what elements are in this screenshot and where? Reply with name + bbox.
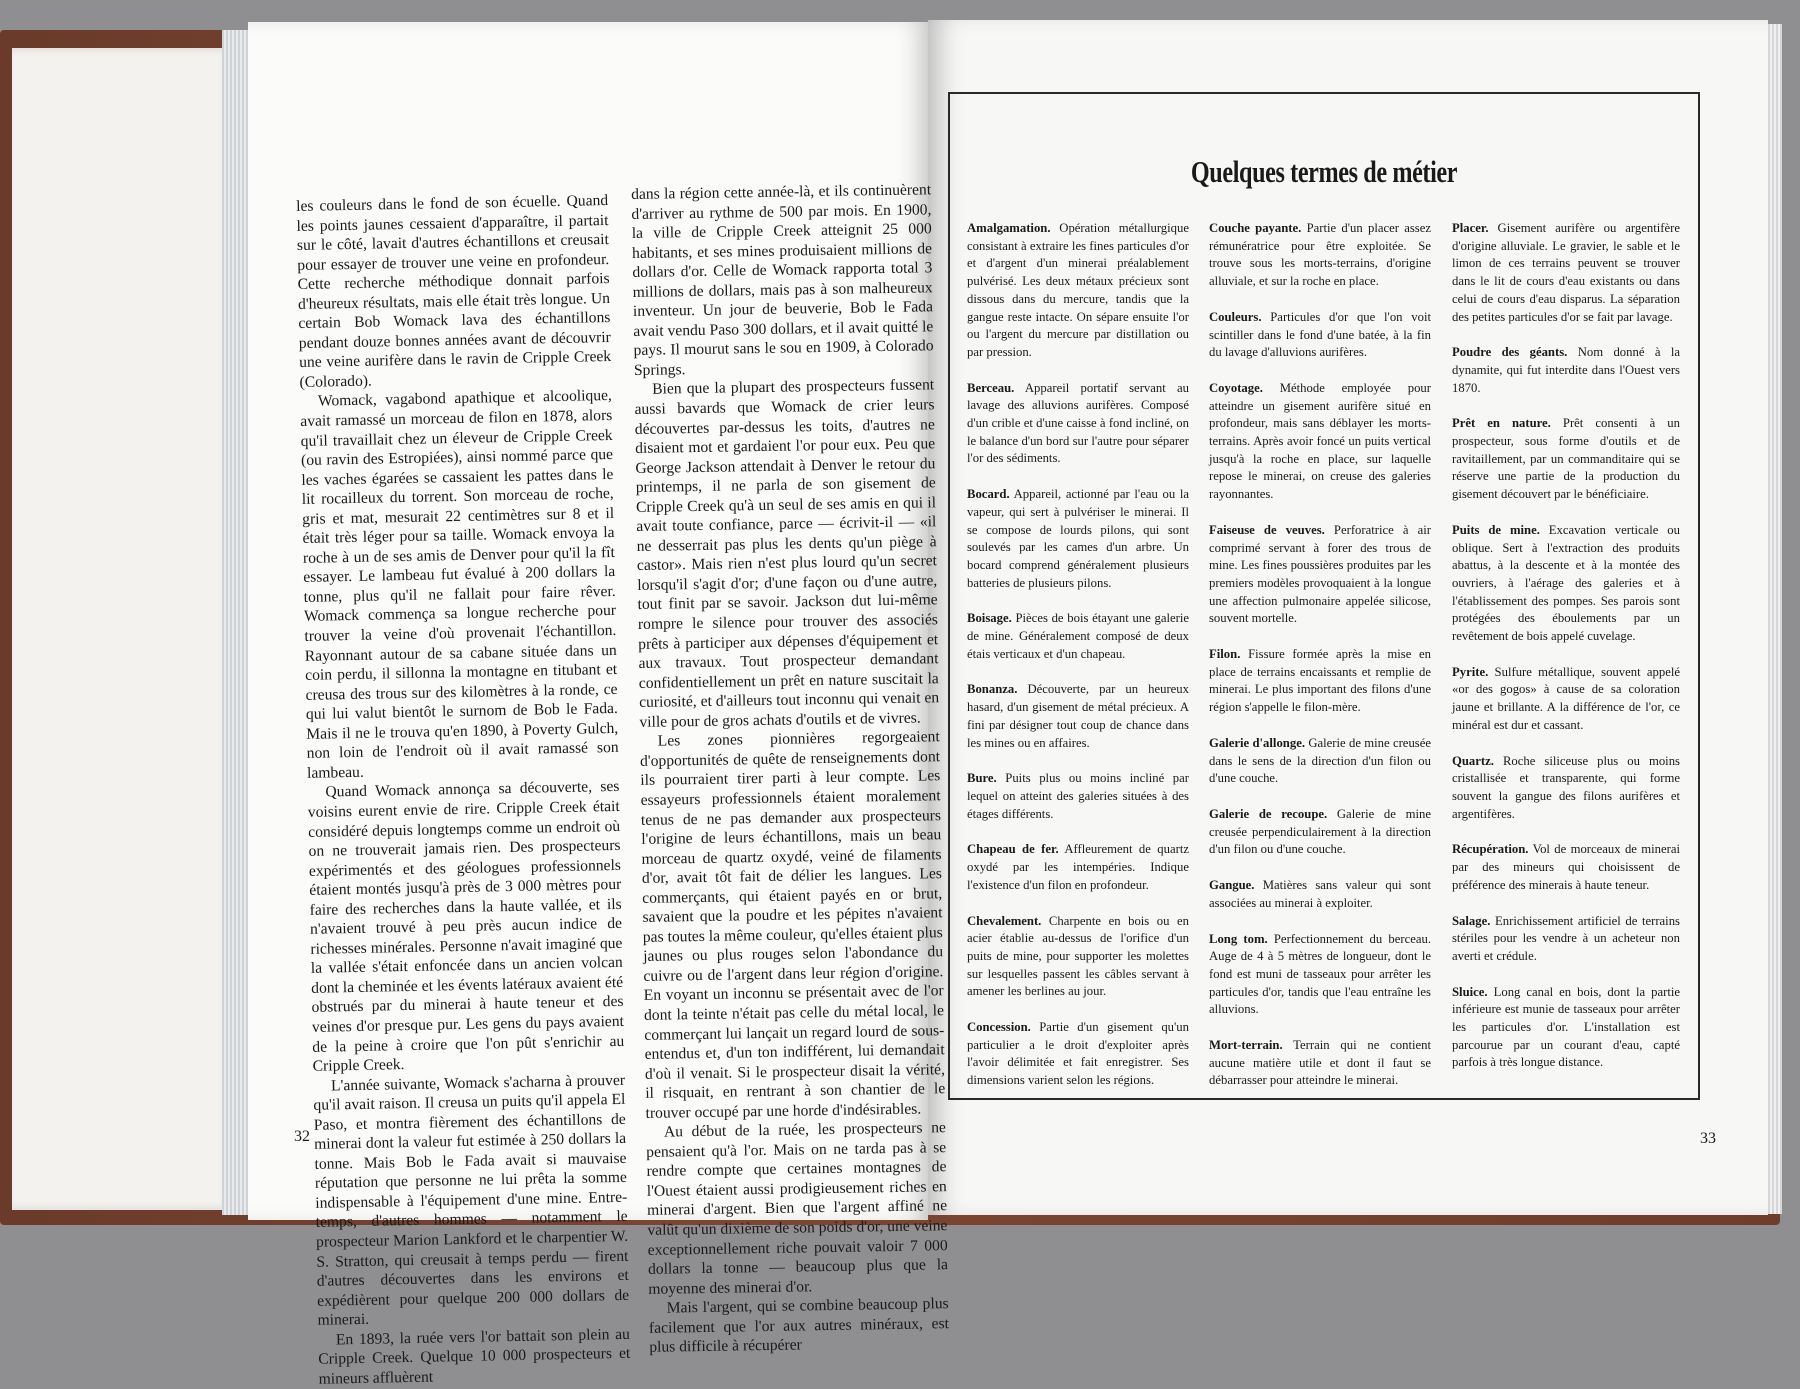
glossary-entry	[967, 610, 1189, 663]
glossary-entry	[967, 681, 1189, 752]
flyleaf	[12, 48, 234, 1210]
paragraph: les couleurs dans le fond de son écuelle. Quand les points jaunes cessaient d'apparaître, il partait sur le côté, lavait d'autres échantillons et creusait pour essayer de trouver une veine en profondeur. Cette recherche méthodique donnait parfois d'heureux résultats, mais elle était très longue. Un certain Bob Womack lava des échantillons pendant douze bonnes années avant de découvrir une veine aurifère dans le ravin de Cripple Creek (Colorado).	[296, 192, 612, 391]
paragraph: Bien que la plupart des prospecteurs fussent aussi bavards que Womack de crier leurs découvertes par-dessus les toits, d'autres ne disaient mot et gardaient l'or pour eux. Peu que George Jackson attendait à Denver le retour du printemps, il ne parla de son gisement de Cripple Creek qu'à un seul de ses amis en qui il avait toute confiance, parce — écrivit-il — «il ne desserrait pas plus les dents qu'un piège à castor». Mais rien n'est plus lourd qu'un secret lorsqu'il s'agit d'or; d'une façon ou d'une autre, tout finit par se savoir. Jackson dut lui-même rompre le silence pour trouver des associés prêts à participer aux dépenses d'équipement et aux travaux. Tout prospecteur demandant confidentiellement un prêt en nature suscitait la curiosité, et d'ailleurs tout inconnu qui venait en ville pour de gros achats d'outils et de vivres.	[634, 376, 940, 731]
glossary-definition: Appareil, actionné par l'eau ou la vapeur, qui sert à pulvériser le minerai. Il se compose de lourds pilons, qui sont soulevés par les cames d'un arbre. Un bocard comprend généralement plusieurs batteries de plusieurs pilons.	[967, 487, 1189, 590]
glossary-entry	[1209, 220, 1431, 291]
paragraph: Les zones pionnières regorgeaient d'opportunités de quête de renseignements dont ils pourraient tirer parti à leur compte. Les essayeurs professionnels étaient moralement tenus de ne pas demander aux prospecteurs l'origine de leurs échantillons, mais un beau morceau de quartz oxydé, veiné de filaments d'or, avait tôt fait de délier les langues. Les commerçants, qui étaient payés en or brut, savaient que la poudre et les pépites n'avaient pas toutes la même couleur, qu'elles étaient plus jaunes ou plus rouges selon l'abondance du cuivre ou de l'argent dans leur région d'origine. En voyant un inconnu se présentait avec de l'or dont la teinte n'était pas celle du métal local, le commerçant lui lançait un regard lourd de sous-entendus et, d'un ton indifférent, lui demandait d'où il venait. Si le prospecteur disait la vérité, il risquait, en rentrant à son chantier de le trouver occupé par une horde d'indésirables.	[639, 728, 946, 1122]
glossary-definition: Perforatrice à air comprimé servant à forer des trous de mine. Les fines poussières produites par les premiers modèles provoquaient à la longue une affection pulmonaire appelée silicose, souvent mortelle.	[1209, 522, 1431, 626]
glossary-entry	[1209, 1037, 1431, 1090]
glossary-definition: Matières sans valeur qui sont associées au minerai à exploiter.	[1209, 878, 1431, 910]
glossary-entry	[1209, 931, 1431, 1020]
glossary-definition: Galerie de mine creusée perpendiculairement à la direction d'un filon ou d'une couche.	[1209, 806, 1431, 857]
right-page-edges	[1768, 24, 1782, 1214]
glossary-term: Amalgamation.	[967, 221, 1051, 235]
glossary-definition: Sulfure métallique, souvent appelé «or des gogos» à cause de sa coloration jaune et brillante. A la différence de l'or, ce minéral est dur et cassant.	[1452, 664, 1680, 732]
glossary-entry	[1209, 522, 1431, 628]
glossary-definition: Gisement aurifère ou argentifère d'origine alluviale. Le gravier, le sable et le limon de ces terrains peuvent se trouver dans le lit de cours d'eau existants ou dans celui de cours d'eau disparus. La séparation des petites particules d'or se fait par lavage.	[1452, 221, 1680, 324]
glossary-term: Bonanza.	[967, 682, 1018, 697]
glossary-definition: Prêt consenti à un prospecteur, sous forme d'outils et de ravitaillement, par un commanditaire qui se réserve une partie de la production du gisement découvert par le bénéficiaire.	[1452, 416, 1680, 502]
glossary-definition: Particules d'or que l'on voit scintiller dans le fond d'une batée, à la fin du lavage d'alluvions aurifères.	[1209, 309, 1431, 360]
glossary-definition: Charpente en bois ou en acier établie au-dessus de l'orifice d'un puits de mine, pour supporter les molettes sur lesquelles passent les câbles servant à amener les berlines au jour.	[967, 913, 1189, 999]
glossary-definition: Long canal en bois, dont la partie inférieure est munie de tasseaux pour arrêter les particules d'or. L'installation est parcourue par un courant d'eau, capté parfois à très longue distance.	[1452, 984, 1680, 1070]
glossary-definition: Opération métallurgique consistant à extraire les fines particules d'or et d'argent d'un minerai préalablement pulvérisé. Les deux métaux précieux sont dissous dans du mercure, tandis que la gangue reste intacte. On sépare ensuite l'or ou l'argent du mercure par distillation ou par pression.	[967, 221, 1189, 359]
glossary-term: Bure.	[967, 771, 997, 786]
glossary-entry	[967, 380, 1189, 469]
glossary-entry	[1209, 646, 1431, 717]
page-number-left: 32	[294, 1128, 310, 1145]
glossary-term: Puits de mine.	[1452, 522, 1540, 537]
page-number-right: 33	[1700, 1130, 1716, 1147]
glossary-term: Gangue.	[1209, 878, 1255, 893]
glossary-entry	[1452, 220, 1680, 326]
glossary-entry	[1452, 753, 1680, 824]
glossary-definition: Nom donné à la dynamite, qui fut interdite dans l'Ouest vers 1870.	[1452, 345, 1680, 395]
glossary-term: Faiseuse de veuves.	[1209, 522, 1325, 537]
glossary-column-2	[1209, 220, 1431, 1108]
glossary-term: Boisage.	[967, 611, 1012, 626]
glossary-term: Chapeau de fer.	[967, 842, 1059, 857]
glossary-entry	[967, 220, 1189, 362]
glossary-definition: Affleurement de quartz oxydé par les intempéries. Indique l'existence d'un filon en profondeur.	[967, 842, 1189, 892]
glossary-entry	[1452, 841, 1680, 894]
glossary-term: Pyrite.	[1452, 664, 1489, 679]
paragraph: Quand Womack annonça sa découverte, ses voisins eurent envie de rire. Cripple Creek était considéré depuis longtemps comme un endroit où on ne trouverait jamais rien. Des prospecteurs expérimentés et des géologues professionnels étaient montés jusqu'à près de 3 000 mètres pour faire des recherches dans la haute vallée, et ils n'avaient trouvé à peu près aucun indice de richesses minérales. Personne n'avait imaginé que la vallée s'était enfoncée dans un ancien volcan dont la cheminée et les évents latéraux avaient été obstrués par du minerai à haute teneur et des veines d'or presque pur. Les gens du pays avaient de la peine à croire que l'on pût s'enrichir au Cripple Creek.	[307, 778, 625, 1075]
glossary-entry	[1452, 415, 1680, 504]
glossary-definition: Vol de morceaux de minerai par des mineurs qui choisissent de préférence des minerais à haute teneur.	[1452, 842, 1680, 892]
glossary-entry	[1452, 664, 1680, 735]
glossary-entry	[1209, 309, 1431, 362]
glossary-definition: Enrichissement artificiel de terrains stériles pour les vendre à un acheteur non averti et crédule.	[1452, 913, 1680, 963]
glossary-term: Galerie d'allonge.	[1209, 735, 1305, 750]
glossary-definition: Pièces de bois étayant une galerie de mine. Généralement composé de deux étais verticaux et d'un chapeau.	[967, 611, 1189, 661]
glossary-definition: Appareil portatif servant au lavage des alluvions aurifères. Composé d'un crible et d'une caisse à fond incliné, on le balance d'un bord sur l'autre pour séparer l'or des sédiments.	[967, 380, 1189, 466]
glossary-definition: Découverte, par un heureux hasard, d'un gisement de métal précieux. A fini par désigner tout coup de chance dans les mines ou en affaires.	[967, 682, 1189, 750]
glossary-title: Quelques termes de métier	[1190, 154, 1458, 189]
glossary-definition: Roche siliceuse plus ou moins cristallisée et transparente, qui forme souvent la gangue des filons aurifères et argentifères.	[1452, 753, 1680, 821]
glossary-term: Chevalement.	[967, 913, 1042, 928]
glossary-definition: Terrain qui ne contient aucune matière utile et dont il faut se débarrasser pour atteindre le minerai.	[1209, 1038, 1431, 1088]
glossary-entry	[1209, 877, 1431, 912]
paragraph: L'année suivante, Womack s'acharna à prouver qu'il avait raison. Il creusa un puits qu'il appela El Paso, et montra fièrement des échantillons de minerai dont la valeur fut estimée à 250 dollars la tonne. Mais Bob le Fada avait si mauvaise réputation que personne ne lui prêta la somme indispensable à l'équipement d'une mine. Entre-temps, d'autres hommes — notamment le prospecteur Marion Lankford et le charpentier W. S. Stratton, qui creusait à temps perdu — firent d'autres découvertes dans les environs et expédièrent pour quelque 200 000 dollars de minerai.	[313, 1071, 630, 1329]
glossary-term: Couleurs.	[1209, 309, 1262, 324]
glossary-entry	[1452, 913, 1680, 966]
glossary-term: Poudre des géants.	[1452, 345, 1568, 360]
glossary-column-3	[1452, 220, 1680, 1090]
glossary-term: Couche payante.	[1209, 221, 1302, 235]
glossary-term: Placer.	[1452, 221, 1489, 235]
glossary-term: Coyotage.	[1209, 380, 1263, 395]
paragraph: Womack, vagabond apathique et alcoolique, avait ramassé un morceau de filon en 1878, alors qu'il travaillait chez un éleveur de Cripple Creek (ou ravin des Estropiées), ainsi nommé parce que les vaches égarées se cassaient les pattes dans le lit rocailleux du torrent. Son morceau de roche, gris et mat, mesurait 22 centimètres sur 8 et il était très léger pour sa taille. Womack envoya la roche à un de ses amis de Denver pour qu'il la fît essayer. Le lambeau fut évalué à 200 dollars la tonne, plus qu'il ne fallait pour faire rêver. Womack commença sa longue recherche pour trouver la veine d'où provenait l'échantillon. Rayonnant autour de sa cabane située dans un coin perdu, il sillonna la montagne en titubant et creusa des trous sur des kilomètres à la ronde, ce qui lui valut bientôt le surnom de Bob le Fada. Mais il ne le trouva qu'en 1890, à Poverty Gulch, non loin de l'endroit où il avait ramassé son lambeau.	[300, 387, 619, 782]
glossary-definition: Puits plus ou moins incliné par lequel on atteint des galeries situées à des étages différents.	[967, 771, 1189, 821]
glossary-definition: Fissure formée après la mise en place de terrains encaissants et remplie de minerai. Le plus important des filons d'une région s'appelle le filon-mère.	[1209, 647, 1431, 715]
glossary-entry	[1209, 806, 1431, 859]
glossary-term: Mort-terrain.	[1209, 1038, 1283, 1053]
glossary-box	[948, 92, 1700, 1100]
glossary-entry	[1209, 735, 1431, 788]
glossary-entry	[967, 1019, 1189, 1090]
glossary-column-1	[967, 220, 1189, 1108]
glossary-entry	[967, 841, 1189, 894]
glossary-entry	[1209, 380, 1431, 504]
left-page-column-1	[296, 191, 631, 1389]
glossary-term: Filon.	[1209, 647, 1241, 662]
glossary-entry	[1452, 522, 1680, 646]
glossary-term: Concession.	[967, 1020, 1031, 1035]
glossary-definition: Partie d'un gisement qu'un particulier a le droit d'exploiter après l'avoir délimitée et fait enregistrer. Ses dimensions varient selon les régions.	[967, 1020, 1189, 1088]
left-page-column-2	[631, 180, 950, 1357]
glossary-term: Récupération.	[1452, 842, 1529, 857]
glossary-term: Long tom.	[1209, 931, 1268, 946]
paragraph: dans la région cette année-là, et ils continuèrent d'arriver au rythme de 500 par mois. En 1900, la ville de Cripple Creek atteignit 25 000 habitants, et ses mines produisaient millions de dollars d'or. Celle de Womack rapporta total 3 millions de dollars, mais pas à son malheureux inventeur. Un jour de beuverie, Bob le Fada avait vendu Paso 300 dollars, et il avait quitté le pays. Il mourut sans le sou en 1909, à Colorado Springs.	[631, 181, 934, 379]
glossary-definition: Perfectionnement du berceau. Auge de 4 à 5 mètres de longueur, dont le fond est muni de tasseaux pour arrêter les particules d'or, tandis que l'eau entraîne les alluvions.	[1209, 931, 1432, 1017]
glossary-term: Prêt en nature.	[1452, 416, 1551, 431]
paragraph: Au début de la ruée, les prospecteurs ne pensaient qu'à l'or. Mais on ne tarda pas à se rendre compte que certaines montagnes de l'Ouest étaient aussi prodigieusement riches en minerai d'argent. Bien que l'argent affiné ne valût qu'un dixième de son poids d'or, une veine exceptionnellement riche pouvait valoir 7 000 dollars la tonne — beaucoup plus que la moyenne des minerai d'or.	[646, 1119, 949, 1298]
paragraph: Mais l'argent, qui se combine beaucoup plus facilement que l'or aux autres minéraux, est plus difficile à récupérer	[648, 1295, 950, 1357]
glossary-definition: Excavation verticale ou oblique. Sert à l'extraction des produits abattus, à la descente et à la montée des ouvriers, à l'aérage des galeries et à l'établissement des pompes. Ses parois sont protégées des éboulements par un revêtement de bois appelé cuvelage.	[1452, 522, 1680, 644]
glossary-term: Sluice.	[1452, 984, 1488, 999]
glossary-definition: Partie d'un placer assez rémunératrice pour être exploitée. Se trouve sous les morts-terrains, d'origine alluviale, et sur la roche en place.	[1209, 221, 1431, 289]
glossary-entry	[967, 913, 1189, 1002]
glossary-term: Galerie de recoupe.	[1209, 806, 1328, 821]
glossary-entry	[967, 770, 1189, 823]
glossary-term: Bocard.	[967, 487, 1010, 502]
paragraph: En 1893, la ruée vers l'or battait son plein au Cripple Creek. Quelque 10 000 prospecteurs et mineurs affluèrent	[318, 1325, 631, 1388]
glossary-definition: Galerie de mine creusée dans le sens de la direction d'un filon ou d'une couche.	[1209, 735, 1431, 786]
glossary-term: Quartz.	[1452, 753, 1494, 768]
glossary-entry	[1452, 344, 1680, 397]
glossary-entry	[1452, 984, 1680, 1073]
glossary-term: Berceau.	[967, 380, 1015, 395]
glossary-definition: Méthode employée pour atteindre un gisement aurifère situé en profondeur, mais sans déblayer les morts-terrains. Après avoir foncé un puits vertical jusqu'à la roche en place, sur laquelle repose le minerai, on creuse des galeries rayonnantes.	[1209, 380, 1431, 502]
glossary-term: Salage.	[1452, 913, 1491, 928]
glossary-entry	[967, 486, 1189, 592]
